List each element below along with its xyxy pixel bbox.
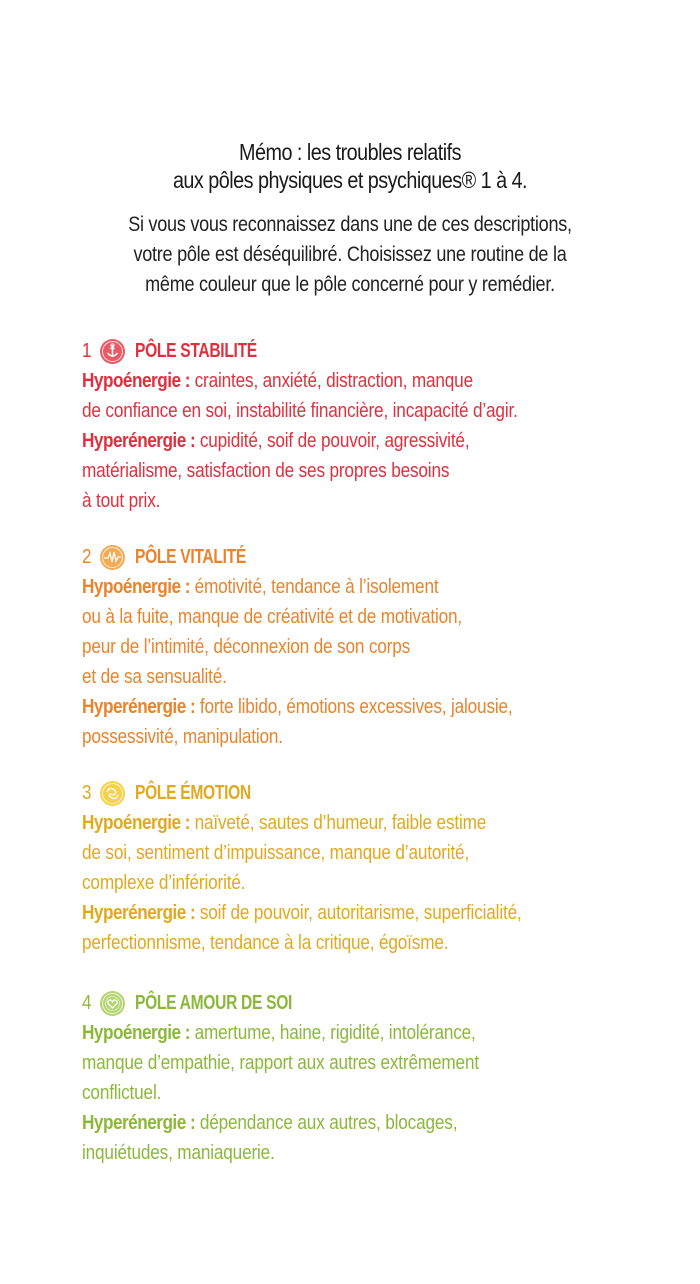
page-title xyxy=(49,138,651,194)
hyper-term: Hyperénergie : xyxy=(82,902,196,924)
pole-description xyxy=(82,572,684,752)
hypo-text: amertume, haine, rigidité, intolérance, xyxy=(189,1022,476,1044)
hypo-text: craintes, anxiété, distraction, manque xyxy=(189,370,473,392)
pole-number: 4 xyxy=(82,991,92,1014)
hyper-text: soif de pouvoir, autoritarisme, superficialité, xyxy=(195,902,522,924)
intro-line-3: même couleur que le pôle concerné pour y remédier. xyxy=(145,273,555,296)
hyper-text: cupidité, soif de pouvoir, agressivité, xyxy=(195,430,470,452)
heart-icon xyxy=(100,991,125,1016)
hypo-term: Hypoénergie : xyxy=(82,812,190,834)
pole-description xyxy=(82,808,684,958)
hypo-text: conflictuel. xyxy=(82,1082,162,1104)
hyper-term: Hyperénergie : xyxy=(82,1112,196,1134)
pole-stabilite xyxy=(82,336,682,516)
hypo-term: Hypoénergie : xyxy=(82,576,190,598)
hypo-text: et de sa sensualité. xyxy=(82,666,227,688)
hyper-text: perfectionnisme, tendance à la critique, égoïsme. xyxy=(82,932,449,954)
intro-line-1: Si vous vous reconnaissez dans une de ces descriptions, xyxy=(128,213,572,236)
hypo-term: Hypoénergie : xyxy=(82,1022,190,1044)
hyper-text: inquiétudes, maniaquerie. xyxy=(82,1142,275,1164)
pole-heading xyxy=(82,778,682,808)
hyper-term: Hyperénergie : xyxy=(82,696,196,718)
pole-description xyxy=(82,1018,684,1168)
pole-amour-de-soi xyxy=(82,988,682,1168)
pole-vitalite xyxy=(82,542,682,752)
hyper-text: forte libido, émotions excessives, jalousie, xyxy=(195,696,513,718)
pole-number: 2 xyxy=(82,545,92,568)
pole-heading xyxy=(82,336,682,366)
hypo-text: naïveté, sautes d’humeur, faible estime xyxy=(189,812,487,834)
swirl-icon xyxy=(100,781,125,806)
pulse-icon xyxy=(100,545,125,570)
title-line-2: aux pôles physiques et psychiques® 1 à 4. xyxy=(172,167,528,193)
intro-paragraph xyxy=(49,210,651,300)
pole-emotion xyxy=(82,778,682,958)
intro-line-2: votre pôle est déséquilibré. Choisissez une routine de la xyxy=(133,243,567,266)
hypo-term: Hypoénergie : xyxy=(82,370,190,392)
title-line-1: Mémo : les troubles relatifs xyxy=(239,139,461,165)
hypo-text: complexe d’infériorité. xyxy=(82,872,246,894)
hyper-text: matérialisme, satisfaction de ses propres besoins xyxy=(82,460,450,482)
hypo-text: de soi, sentiment d’impuissance, manque d’autorité, xyxy=(82,842,470,864)
hypo-text: peur de l’intimité, déconnexion de son corps xyxy=(82,636,411,658)
pole-number: 1 xyxy=(82,339,92,362)
hypo-text: de confiance en soi, instabilité financière, incapacité d’agir. xyxy=(82,400,518,422)
hyper-text: à tout prix. xyxy=(82,490,161,512)
pole-label: PÔLE AMOUR DE SOI xyxy=(135,991,293,1014)
hypo-text: émotivité, tendance à l’isolement xyxy=(189,576,439,598)
pole-number: 3 xyxy=(82,781,92,804)
anchor-icon xyxy=(100,339,125,364)
hypo-text: manque d’empathie, rapport aux autres extrêmement xyxy=(82,1052,479,1074)
hyper-text: dépendance aux autres, blocages, xyxy=(195,1112,458,1134)
pole-label: PÔLE STABILITÉ xyxy=(135,339,257,362)
pole-label: PÔLE VITALITÉ xyxy=(135,545,246,568)
pole-description xyxy=(82,366,684,516)
pole-label: PÔLE ÉMOTION xyxy=(135,781,251,804)
pole-heading xyxy=(82,542,682,572)
hyper-term: Hyperénergie : xyxy=(82,430,196,452)
hypo-text: ou à la fuite, manque de créativité et de motivation, xyxy=(82,606,463,628)
pole-heading xyxy=(82,988,682,1018)
hyper-text: possessivité, manipulation. xyxy=(82,726,283,748)
